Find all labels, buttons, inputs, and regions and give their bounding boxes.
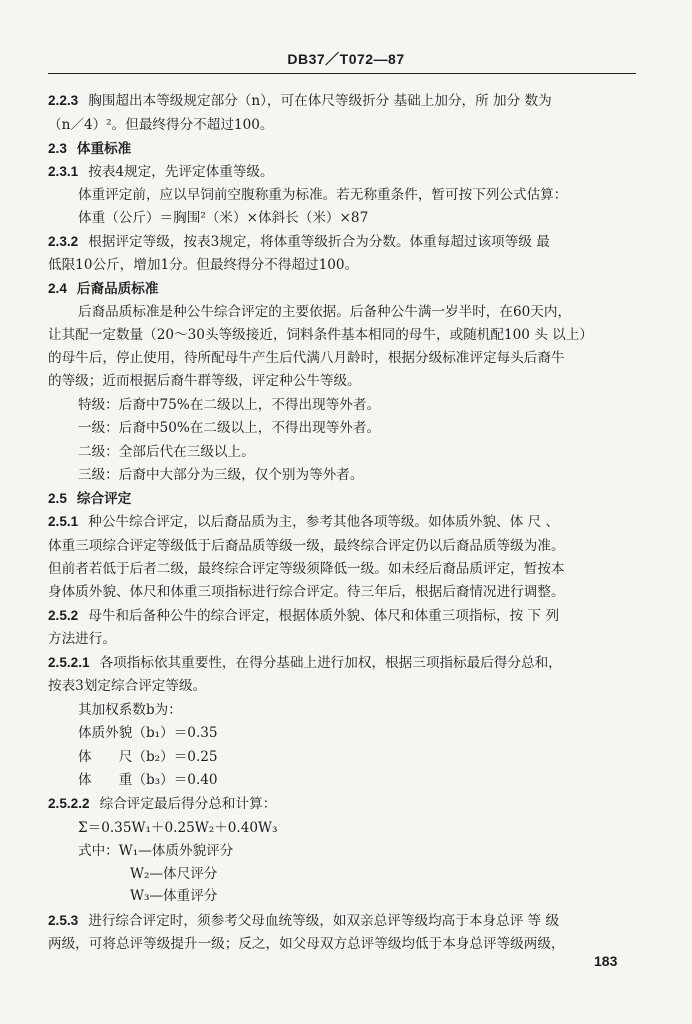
grade-line: 二级：全部后代在三级以上。 bbox=[78, 444, 255, 460]
text-line: 的等级；近而根据后裔牛群等级，评定种公牛等级。 bbox=[48, 373, 361, 389]
page-number: 183 bbox=[594, 953, 618, 969]
coefficient-line: 体 尺（b₂）＝0.25 bbox=[78, 749, 218, 765]
text-line: 体重评定前，应以早饲前空腹称重为标准。若无称重条件，暂可按下列公式估算： bbox=[78, 187, 568, 203]
coefficient-line: 体 重（b₃）＝0.40 bbox=[78, 772, 218, 788]
formula-line: 体重（公斤）＝胸围²（米）×体斜长（米）×87 bbox=[78, 210, 369, 226]
formula-legend: W₃—体重评分 bbox=[130, 888, 218, 904]
text-line: 的母牛后，停止使用，待所配母牛产生后代满八月龄时，根据分级标准评定每头后裔牛 bbox=[48, 350, 565, 366]
text-line: 低限10公斤，增加1分。但最终得分不得超过100。 bbox=[48, 257, 359, 273]
text-line: 其加权系数b为： bbox=[78, 702, 182, 718]
section-heading: 2.3 体重标准 bbox=[48, 141, 132, 157]
text-line: 方法进行。 bbox=[48, 631, 116, 647]
text-line: 2.3.1 按表4规定，先评定体重等级。 bbox=[48, 164, 274, 180]
section-heading: 2.4 后裔品质标准 bbox=[48, 281, 159, 297]
text-line: 2.3.2 根据评定等级，按表3规定，将体重等级折合为分数。体重每超过该项等级 最 bbox=[48, 234, 550, 250]
document-header bbox=[0, 49, 692, 69]
header-rule bbox=[48, 73, 636, 74]
text-line: 体重三项综合评定等级低于后裔品质等级一级，最终综合评定仍以后裔品质等级为准。 bbox=[48, 538, 565, 554]
grade-line: 一级：后裔中50%在二级以上，不得出现等外者。 bbox=[78, 420, 381, 436]
formula-legend: W₂—体尺评分 bbox=[130, 866, 218, 882]
doc-code: DB37／T072—87 bbox=[287, 51, 405, 67]
text-line: 2.5.1 种公牛综合评定，以后裔品质为主，参考其他各项等级。如体质外貌、体 尺 、 bbox=[48, 514, 560, 530]
text-line: 按表3划定综合评定等级。 bbox=[48, 678, 207, 694]
grade-line: 三级：后裔中大部分为三级，仅个别为等外者。 bbox=[78, 467, 364, 483]
text-line: 两级，可将总评等级提升一级；反之，如父母双方总评等级均低于本身总评等级两级， bbox=[48, 936, 565, 952]
text-line: 2.2.3 胸围超出本等级规定部分（n），可在体尺等级折分 基础上加分，所 加分 数为 bbox=[48, 93, 552, 109]
text-line: 但前者若低于后者二级，最终综合评定等级须降低一级。如未经后裔品质评定，暂按本 bbox=[48, 561, 565, 577]
text-line: （n／4）²。但最终得分不超过100。 bbox=[48, 117, 274, 133]
text-line: 身体质外貌、体尺和体重三项指标进行综合评定。待三年后，根据后裔情况进行调整。 bbox=[48, 584, 565, 600]
text-line: 2.5.2.1 各项指标依其重要性，在得分基础上进行加权，根据三项指标最后得分总和， bbox=[48, 655, 562, 671]
text-line: 后裔品质标准是种公牛综合评定的主要依据。后备种公牛满一岁半时，在60天内， bbox=[78, 304, 572, 320]
grade-line: 特级：后裔中75%在二级以上，不得出现等外者。 bbox=[78, 397, 381, 413]
formula-line: Σ＝0.35W₁＋0.25W₂＋0.40W₃ bbox=[78, 820, 278, 836]
text-line: 让其配一定数量（20～30头等级接近，饲料条件基本相同的母牛，或随机配100 头 以上） bbox=[48, 327, 593, 343]
section-heading: 2.5 综合评定 bbox=[48, 491, 132, 507]
text-line: 2.5.2 母牛和后备种公牛的综合评定，根据体质外貌、体尺和体重三项指标，按 下 列 bbox=[48, 608, 560, 624]
text-line: 2.5.3 进行综合评定时，须参考父母血统等级，如双亲总评等级均高于本身总评 等 级 bbox=[48, 913, 560, 929]
text-line: 2.5.2.2 综合评定最后得分总和计算： bbox=[48, 796, 277, 812]
formula-legend: 式中：W₁—体质外貌评分 bbox=[78, 843, 234, 859]
coefficient-line: 体质外貌（b₁）＝0.35 bbox=[78, 725, 218, 741]
